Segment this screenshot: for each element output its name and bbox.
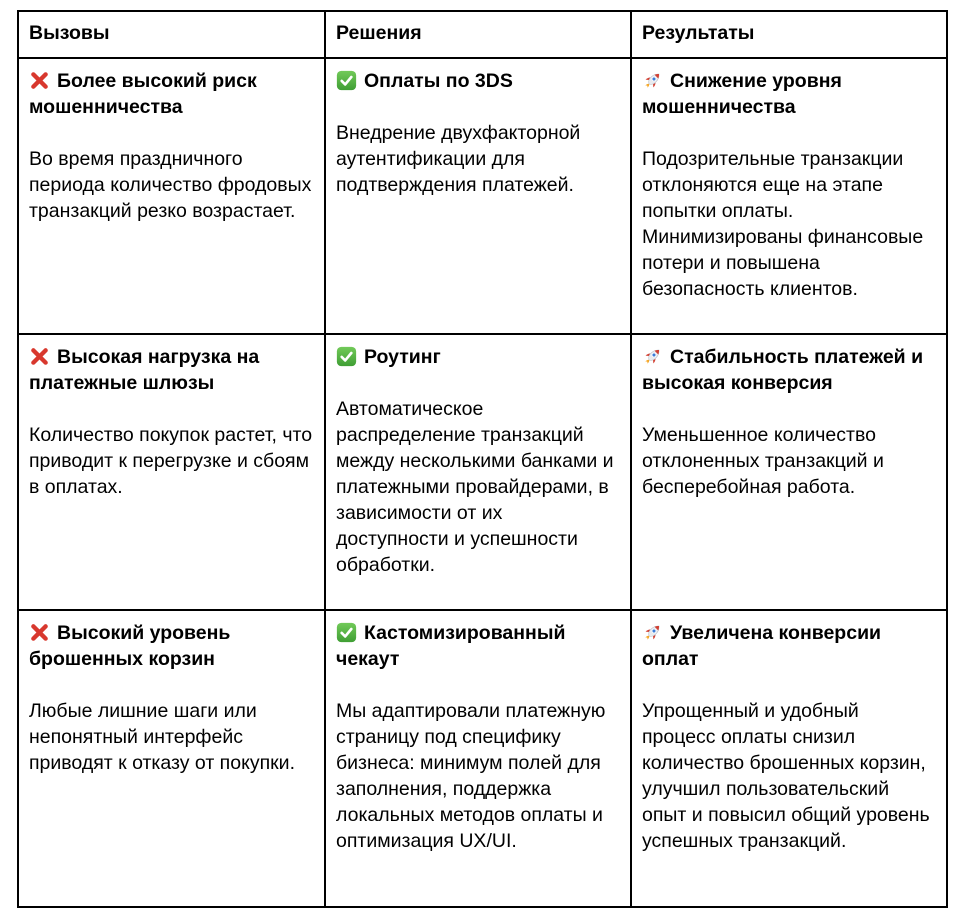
cell-heading <box>642 620 936 672</box>
cell-body: Уменьшенное количество отклоненных транзакций и бесперебойная работа. <box>642 424 884 498</box>
cell-solution-1 <box>325 58 631 334</box>
cross-mark-icon <box>29 70 50 91</box>
cell-title: Более высокий риск мошенничества <box>29 70 257 118</box>
cell-title: Высокий уровень брошенных корзин <box>29 622 231 670</box>
cell-heading <box>29 68 314 120</box>
cell-title: Оплаты по 3DS <box>364 70 513 92</box>
cell-challenge-1 <box>18 58 325 334</box>
cell-title: Роутинг <box>364 346 441 368</box>
cell-title: Кастомизированный чекаут <box>336 622 566 670</box>
cell-title: Увеличена конверсии оплат <box>642 622 882 670</box>
cell-challenge-3 <box>18 610 325 907</box>
cell-heading <box>336 344 620 370</box>
cell-body: Внедрение двухфакторной аутентификации для подтверждения платежей. <box>336 122 581 196</box>
rocket-icon <box>642 346 663 367</box>
cell-body: Любые лишние шаги или непонятный интерфейс приводят к отказу от покупки. <box>29 700 295 774</box>
check-mark-icon <box>336 346 357 367</box>
table-row <box>18 334 947 610</box>
cell-title: Снижение уровня мошенничества <box>642 70 842 118</box>
cell-body: Подозрительные транзакции отклоняются еще на этапе попытки оплаты. Минимизированы финансовые потери и повышена безопасность клиентов. <box>642 148 924 300</box>
rocket-icon <box>642 70 663 91</box>
cell-body: Количество покупок растет, что приводит к перегрузке и сбоям в оплатах. <box>29 424 313 498</box>
column-header-solutions: Решения <box>325 11 631 58</box>
cross-mark-icon <box>29 622 50 643</box>
cell-title: Стабильность платежей и высокая конверсия <box>642 346 924 394</box>
cell-result-1 <box>631 58 947 334</box>
header-row <box>18 11 947 58</box>
comparison-table-wrap <box>17 10 948 908</box>
cell-body: Во время праздничного периода количество фродовых транзакций резко возрастает. <box>29 148 312 222</box>
cell-heading <box>336 68 620 94</box>
table-row <box>18 610 947 907</box>
cell-heading <box>29 620 314 672</box>
cell-heading <box>29 344 314 396</box>
column-header-results: Результаты <box>631 11 947 58</box>
cell-heading <box>642 344 936 396</box>
cell-solution-3 <box>325 610 631 907</box>
check-mark-icon <box>336 70 357 91</box>
cell-body: Упрощенный и удобный процесс оплаты снизил количество брошенных корзин, улучшил пользовательский опыт и повысил общий уровень успешных транзакций. <box>642 700 930 852</box>
comparison-table <box>17 10 948 908</box>
cell-heading <box>642 68 936 120</box>
table-row <box>18 58 947 334</box>
cell-solution-2 <box>325 334 631 610</box>
cell-title: Высокая нагрузка на платежные шлюзы <box>29 346 260 394</box>
rocket-icon <box>642 622 663 643</box>
cross-mark-icon <box>29 346 50 367</box>
cell-challenge-2 <box>18 334 325 610</box>
check-mark-icon <box>336 622 357 643</box>
cell-heading <box>336 620 620 672</box>
column-header-challenges: Вызовы <box>18 11 325 58</box>
cell-result-2 <box>631 334 947 610</box>
cell-result-3 <box>631 610 947 907</box>
cell-body: Мы адаптировали платежную страницу под специфику бизнеса: минимум полей для заполнения, поддержка локальных методов оплаты и оптимизация UX/UI. <box>336 700 606 852</box>
cell-body: Автоматическое распределение транзакций между несколькими банками и платежными провайдерами, в зависимости от их доступности и успешности обработки. <box>336 398 614 576</box>
